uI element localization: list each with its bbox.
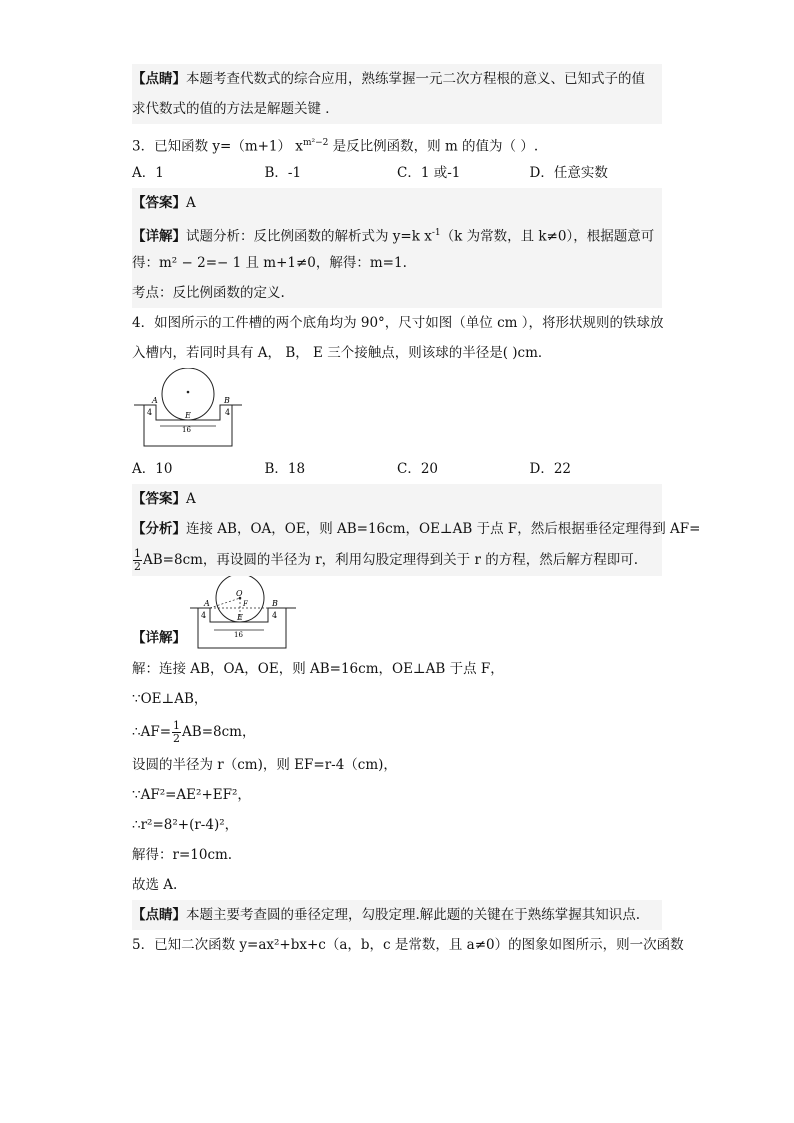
q4-step1: 解：连接 AB，OA，OE，则 AB=16cm，OE⊥AB 于点 F，	[132, 661, 504, 677]
svg-text:4: 4	[225, 408, 231, 417]
svg-text:A: A	[204, 599, 210, 608]
svg-text:4: 4	[272, 611, 278, 620]
svg-text:O: O	[236, 589, 243, 598]
q4-analysis-line1: 【分析】连接 AB，OA，OE，则 AB=16cm，OE⊥AB 于点 F，然后根据垂径定理得到 AF=	[132, 521, 701, 537]
q3-stem: 3．已知函数 y=（m+1） $x^{m^2-2}$ 是反比例函数，则 m 的值为（ ）.	[132, 138, 539, 155]
svg-text:E: E	[185, 411, 191, 420]
svg-text:4: 4	[201, 611, 207, 620]
q4-solution	[132, 484, 701, 576]
svg-text:4: 4	[147, 408, 153, 417]
q3-knowledge-point: 考点：反比例函数的定义.	[132, 285, 285, 301]
q3-detail-line2: 得：m² − 2=− 1 且 m+1≠0，解得：m=1.	[132, 255, 407, 271]
q4-step3: ∴AF= $\frac{1}{2}$ AB=8cm，	[132, 719, 256, 745]
d1-line1: 【点睛】本题考查代数式的综合应用，熟练掌握一元二次方程根的意义、已知式子的值	[132, 71, 645, 87]
q3-option-a: A．1	[132, 165, 164, 181]
q4-option-a: A．10	[132, 461, 173, 477]
q5-stem-line1: 5．已知二次函数 y=ax²+bx+c（a，b，c 是常数，且 a≠0）的图象如图所示，则一次函数	[132, 937, 684, 953]
q4-step5: ∵AF²=AE²+EF²，	[132, 787, 251, 803]
q4-options	[132, 454, 662, 484]
q4-step4: 设圆的半径为 r（cm)，则 EF=r-4（cm)，	[132, 757, 397, 773]
q4-dianjing-line: 【点睛】本题主要考查圆的垂径定理，勾股定理.解此题的关键在于熟练掌握其知识点.	[132, 907, 641, 923]
svg-text:F: F	[243, 600, 248, 608]
svg-text:B: B	[224, 396, 230, 405]
q3-detail-line1: 【详解】试题分析：反比例函数的解析式为 y=k $x^{-1}(k$ 为常数，且 k≠0），根据题意可	[132, 228, 655, 245]
q4-step7: 解得：r=10cm.	[132, 847, 233, 863]
svg-text:E: E	[237, 613, 243, 622]
q3-option-d: D．任意实数	[529, 165, 608, 181]
q4-stem-line2: 入槽内，若同时具有 A， B， E 三个接触点，则该球的半径是( )cm．	[132, 345, 552, 361]
q3-solution	[132, 188, 662, 308]
q4-option-d: D．22	[529, 461, 572, 477]
q4-figure	[132, 368, 662, 454]
fraction-half: $\frac{1}{2}$	[173, 719, 181, 745]
q3-answer: 【答案】A	[132, 195, 196, 211]
groove-ball-diagram	[132, 368, 252, 454]
svg-text:16: 16	[182, 426, 191, 434]
d1-block	[132, 64, 662, 124]
q4-analysis-line2: $\frac{1}{2}$ AB=8cm，再设圆的半径为 r，利用勾股定理得到关于 r 的方程，然后解方程即可.	[134, 547, 639, 573]
svg-text:16: 16	[234, 631, 243, 639]
q4-step8: 故选 A.	[132, 877, 178, 893]
document-body	[132, 62, 701, 960]
svg-text:B: B	[272, 599, 278, 608]
groove-ball-diagram-detail	[188, 576, 300, 652]
q4-stem-line1: 4．如图所示的工件槽的两个底角均为 90°，尺寸如图（单位 cm ），将形状规则的铁球放	[132, 315, 664, 331]
q4-answer: 【答案】A	[132, 491, 196, 507]
d1-line2: 求代数式的值的方法是解题关键 ．	[132, 101, 339, 117]
q4-option-c: C．20	[397, 461, 439, 477]
q4-step2: ∵OE⊥AB，	[132, 691, 208, 707]
q4-step6: ∴r²=8²+(r-4)²，	[132, 817, 239, 833]
q4-dianjing	[132, 900, 662, 930]
q3-option-c: C．1 或-1	[397, 165, 461, 181]
fraction-half: $\frac{1}{2}$	[134, 547, 141, 573]
center-dot	[187, 391, 190, 394]
q3-options	[132, 158, 662, 188]
q4-detail-figure-row	[132, 576, 662, 654]
svg-text:A: A	[152, 396, 158, 405]
q4-detail-tag: 【详解】	[132, 630, 186, 646]
q3-option-b: B．-1	[264, 165, 302, 181]
q4-option-b: B．18	[264, 461, 306, 477]
